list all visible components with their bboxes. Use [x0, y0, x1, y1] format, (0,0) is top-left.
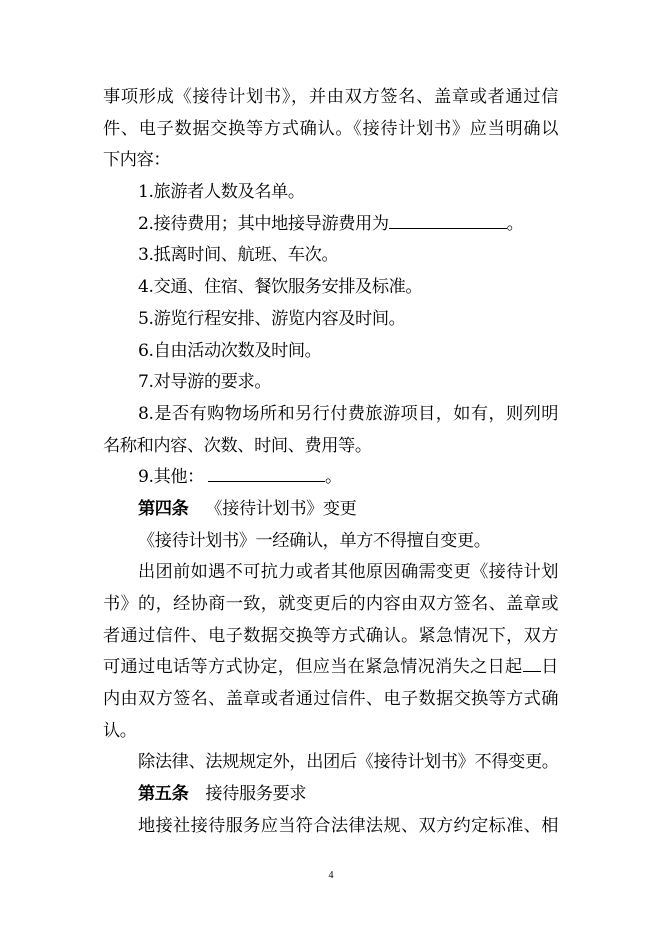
- article-4-line-4-suffix: 日: [540, 657, 558, 678]
- page-number: 4: [328, 870, 334, 881]
- list-item-2: [103, 209, 558, 241]
- list-item-9-text: 9.其他：: [138, 467, 204, 488]
- article-5-number: 第五条: [138, 784, 189, 805]
- article-4-paragraph-2-line-2: 书》的，经协商一致，就变更后的内容由双方签名、盖章或: [103, 594, 558, 614]
- intro-line-1: 事项形成《接待计划书》，并由双方签名、盖章或者通过信: [103, 87, 558, 107]
- guide-fee-blank: [389, 211, 507, 229]
- article-5-title: 接待服务要求: [205, 784, 307, 805]
- list-item-5: 5.游览行程安排、游览内容及时间。: [138, 308, 406, 329]
- page-body: [103, 82, 558, 843]
- list-item-8: 8.是否有购物场所和另行付费旅游项目，如有，则列明: [138, 403, 558, 424]
- list-item-4: 4.交通、住宿、餐饮服务安排及标准。: [138, 277, 423, 298]
- article-4-paragraph-1: 《接待计划书》一经确认，单方不得擅自变更。: [138, 530, 491, 551]
- list-item-9-suffix: 。: [324, 467, 342, 488]
- days-blank: [523, 654, 541, 672]
- intro-line-3: 下内容：: [103, 150, 171, 171]
- article-4-paragraph-2-line-6: 认。: [103, 720, 137, 741]
- article-4-paragraph-3: 除法律、法规规定外，出团后《接待计划书》不得变更。: [138, 752, 558, 773]
- article-4-paragraph-2-line-5: 内由双方签名、盖章或者通过信件、电子数据交换等方式确: [103, 689, 558, 710]
- list-item-2-suffix: 。: [506, 213, 524, 234]
- article-4-title: 《接待计划书》变更: [205, 498, 357, 519]
- list-item-3: 3.抵离时间、航班、车次。: [138, 245, 339, 266]
- article-4-paragraph-2-line-4: [103, 652, 558, 684]
- article-4-heading: [103, 494, 558, 526]
- article-5-heading: [103, 779, 558, 811]
- list-item-9: [103, 462, 558, 494]
- article-4-paragraph-2-line-3: 者通过信件、电子数据交换等方式确认。紧急情况下，双方: [103, 625, 558, 646]
- article-4-line-4-text: 可通过电话等方式协定，但应当在紧急情况消失之日起: [103, 657, 523, 678]
- article-5-paragraph-1: 地接社接待服务应当符合法律法规、双方约定标准、相: [138, 815, 558, 836]
- list-item-7: 7.对导游的要求。: [138, 372, 272, 393]
- article-4-paragraph-2-line-1: 出团前如遇不可抗力或者其他原因确需变更《接待计划: [138, 562, 558, 583]
- other-blank: [208, 464, 325, 482]
- list-item-8-continuation: 名称和内容、次数、时间、费用等。: [103, 435, 372, 456]
- intro-line-2: 件、电子数据交换等方式确认。《接待计划书》应当明确以: [103, 118, 558, 139]
- list-item-6: 6.自由活动次数及时间。: [138, 340, 322, 361]
- list-item-2-text: 2.接待费用；其中地接导游费用为: [138, 213, 389, 234]
- list-item-1: 1.旅游者人数及名单。: [138, 182, 305, 203]
- article-4-number: 第四条: [138, 498, 189, 519]
